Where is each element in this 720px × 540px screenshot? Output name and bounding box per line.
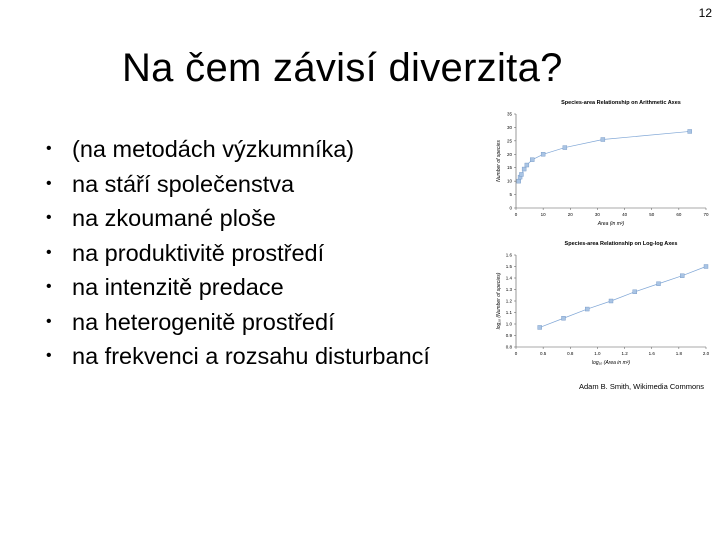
data-point: [522, 167, 526, 171]
x-tick-label: 50: [649, 212, 655, 217]
bullet-text: na heterogenitě prostředí: [72, 308, 335, 335]
y-axis-label: Number of species: [496, 140, 502, 182]
bullet-text: na stáří společenstva: [72, 170, 295, 197]
bullet-item: [46, 167, 430, 202]
data-point: [680, 274, 684, 278]
bullet-glyph: •: [46, 347, 52, 364]
y-tick-label: 1.5: [505, 264, 512, 269]
y-tick-label: 0.9: [505, 333, 512, 338]
x-tick-label: 60: [676, 212, 682, 217]
y-tick-label: 0.8: [505, 344, 512, 350]
bullet-item: [46, 339, 430, 374]
bullet-text: na zkoumané ploše: [72, 205, 276, 231]
data-point: [563, 146, 567, 150]
slide-number: 12: [698, 6, 712, 20]
bullet-glyph: •: [46, 278, 52, 295]
species-area-charts: [490, 92, 720, 382]
x-tick-label: 40: [622, 212, 628, 217]
chart-title: Species-area Relationship on Log-log Axes: [564, 241, 678, 247]
bullet-text: (na metodách výzkumníka): [72, 136, 355, 162]
species-area-figure: [490, 92, 720, 402]
y-tick-label: 20: [506, 151, 512, 157]
y-tick-label: 25: [506, 138, 512, 144]
slide-title: Na čem závisí diverzita?: [122, 46, 563, 90]
data-point: [517, 179, 521, 183]
data-point: [601, 138, 605, 142]
x-tick-label: 1.8: [675, 351, 682, 356]
bullet-glyph: •: [46, 209, 52, 226]
x-axis-label: log₁₀ (Area in m²): [591, 360, 631, 366]
data-point: [657, 282, 661, 286]
bullet-text: na frekvenci a rozsahu disturbancí: [72, 343, 430, 369]
y-tick-label: 1.4: [505, 275, 512, 281]
x-tick-label: 0: [514, 212, 518, 217]
y-tick-label: 0: [509, 205, 512, 211]
bullet-glyph: •: [46, 243, 52, 261]
y-tick-label: 10: [506, 178, 512, 184]
data-point: [538, 325, 542, 329]
data-point: [541, 152, 545, 156]
y-tick-label: 1.6: [505, 252, 512, 258]
bullet-item: [46, 236, 430, 271]
y-tick-label: 1.2: [505, 298, 512, 304]
x-tick-label: 0.5: [540, 351, 547, 356]
bullet-item: [46, 201, 430, 236]
x-tick-label: 1.0: [594, 351, 601, 356]
x-tick-label: 10: [540, 212, 546, 217]
x-tick-label: 1.2: [621, 351, 628, 356]
chart-title: Species-area Relationship on Arithmetic Axes: [561, 100, 681, 106]
y-tick-label: 35: [506, 111, 512, 117]
x-axis-label: Area (in m²): [597, 221, 625, 227]
bullet-item: [46, 305, 430, 340]
y-tick-label: 15: [506, 165, 512, 171]
y-tick-label: 1.0: [505, 321, 512, 327]
bullet-item: [46, 132, 430, 167]
bullet-item: [46, 270, 430, 305]
data-point: [530, 158, 534, 162]
x-tick-label: 0: [514, 351, 518, 356]
data-point: [585, 307, 589, 311]
x-tick-label: 70: [703, 212, 709, 217]
x-tick-label: 1.6: [648, 351, 655, 356]
bullet-glyph: •: [46, 312, 52, 330]
x-tick-label: 0.8: [567, 351, 574, 356]
y-tick-label: 1.3: [505, 287, 512, 292]
y-tick-label: 30: [506, 124, 512, 130]
data-point: [688, 129, 692, 133]
x-tick-label: 30: [594, 212, 600, 217]
data-point: [519, 172, 523, 176]
data-point: [525, 163, 529, 167]
image-credit: Adam B. Smith, Wikimedia Commons: [579, 382, 705, 391]
y-tick-label: 5: [509, 192, 512, 198]
data-point: [633, 290, 637, 294]
data-point: [562, 316, 566, 320]
x-tick-label: 2.0: [702, 351, 710, 356]
y-axis-label: log₁₀ (Number of species): [496, 272, 502, 330]
bullet-text: na intenzitě predace: [72, 274, 284, 300]
bullet-glyph: •: [46, 140, 52, 157]
x-tick-label: 20: [567, 212, 573, 217]
y-tick-label: 1.1: [505, 310, 512, 315]
bullet-list: [46, 132, 430, 374]
data-point: [704, 265, 708, 269]
bullet-glyph: •: [46, 174, 52, 192]
data-point: [609, 299, 613, 303]
bullet-text: na produktivitě prostředí: [72, 239, 325, 266]
